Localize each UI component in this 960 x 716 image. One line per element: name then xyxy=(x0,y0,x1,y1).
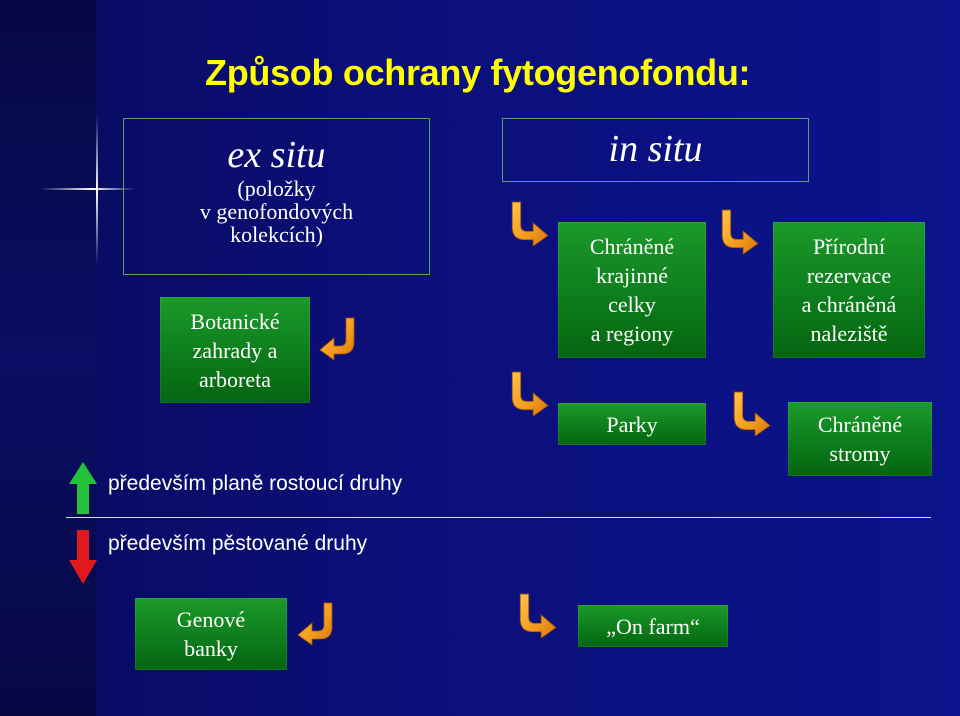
nature-reserves-box xyxy=(773,222,925,358)
bent-arrow-icon xyxy=(508,370,550,416)
legend-wild-label: především planě rostoucí druhy xyxy=(108,472,403,495)
up-arrow-icon xyxy=(68,462,98,514)
parks-box xyxy=(558,403,706,445)
protected-landscape-label: Chráněné krajinné celky a regiony xyxy=(589,234,675,346)
protected-trees-box xyxy=(788,402,932,476)
down-arrow-icon xyxy=(68,530,98,584)
ex-situ-subtitle-line: (položky xyxy=(237,176,316,201)
protected-landscape-box xyxy=(558,222,706,358)
parks-label: Parky xyxy=(606,411,658,437)
ex-situ-box xyxy=(123,118,430,275)
botanic-gardens-label: Botanické zahrady a arboreta xyxy=(190,308,280,392)
gene-banks-label: Genové banky xyxy=(176,607,246,661)
nature-reserves-label: Přírodní rezervace a chráněná naleziště xyxy=(801,234,897,346)
bent-arrow-icon xyxy=(318,315,358,361)
ex-situ-subtitle-line: kolekcích) xyxy=(230,222,323,247)
sparkle-decoration xyxy=(96,115,98,265)
on-farm-label: „On farm“ xyxy=(606,613,700,639)
left-decor-band xyxy=(0,0,96,716)
sparkle-decoration xyxy=(40,188,135,190)
on-farm-box xyxy=(578,605,728,647)
legend-divider xyxy=(66,517,931,518)
legend-cultivated-label: především pěstované druhy xyxy=(108,532,368,555)
bent-arrow-icon xyxy=(718,208,760,254)
bent-arrow-icon xyxy=(296,600,336,646)
in-situ-box xyxy=(502,118,809,182)
bent-arrow-icon xyxy=(730,390,772,436)
bent-arrow-icon xyxy=(516,592,558,638)
botanic-gardens-box xyxy=(160,297,310,403)
in-situ-heading: in situ xyxy=(608,128,703,170)
bent-arrow-icon xyxy=(508,200,550,246)
page-title: Způsob ochrany fytogenofondu: xyxy=(205,52,751,93)
ex-situ-subtitle-line: v genofondových xyxy=(199,199,354,224)
protected-trees-label: Chráněné stromy xyxy=(817,412,903,466)
ex-situ-heading: ex situ xyxy=(227,134,326,176)
gene-banks-box xyxy=(135,598,287,670)
